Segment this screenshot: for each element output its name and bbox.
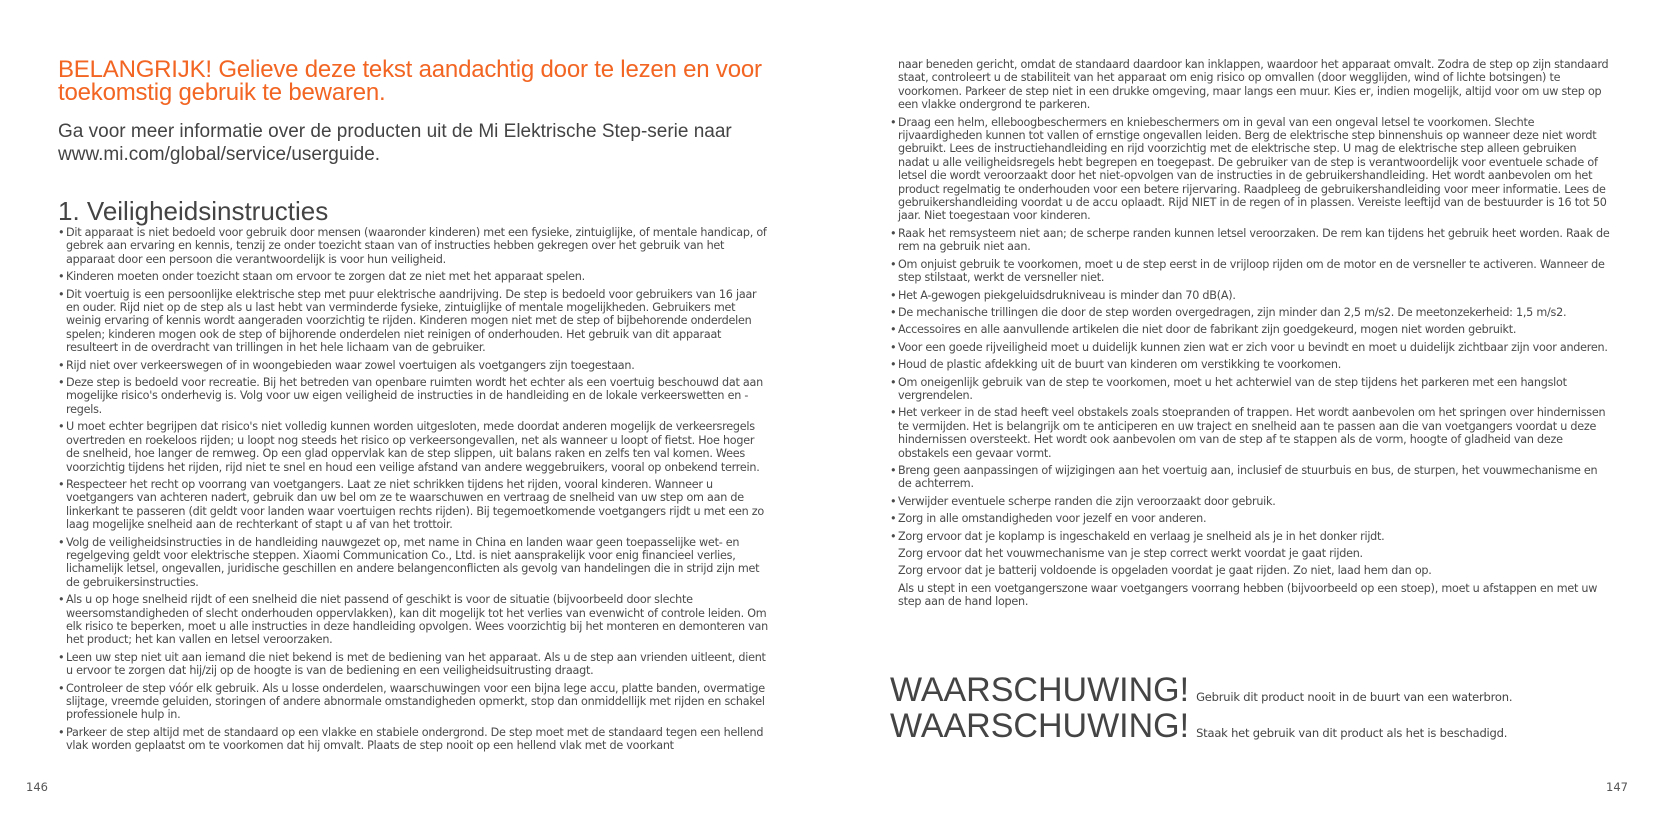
intro-text: Ga voor meer informatie over de producten uit de Mi Elektrische Step-serie naar www.mi.com/global/service/userguide. xyxy=(58,121,732,165)
list-item: • Draag een helm, elleboogbeschermers en kniebeschermers om in geval van een ongeval letsel te voorkomen. Slechte rijvaardigheden kunnen tot vallen of ernstige ongevallen leiden. Berg de elektrische step binnenshuis op wanneer deze niet wordt gebruikt. Lees de instructiehandleiding en rijd voorzichtig met de elektrische step. U mag de elektrische step alleen gebruiken nadat u alle veiligheidsregels hebt begrepen en toegepast. De gebruiker van de step is verantwoordelijk voor eventuele schade of letsel die wordt veroorzaakt door het niet-opvolgen van de instructies in de gebruikershandleiding. Het wordt aanbevolen om het product regelmatig te onderhouden voor een betere rijervaring. Raadpleeg de gebruikershandleiding voor meer informatie. Lees de gebruikershandleiding voordat u de accu oplaadt. Rijd NIET in de regen of in plassen. Vereiste leeftijd van de bestuurder is 16 tot 50 jaar. Niet toegestaan voor kinderen. xyxy=(890,115,1607,223)
list-item-extra: Als u stept in een voetgangerszone waar voetgangers voorrang hebben (bijvoorbeeld op een stoep), moet u afstappen en met uw step aan de hand lopen. xyxy=(898,581,1598,609)
list-item: • Breng geen aanpassingen of wijzigingen aan het voertuig aan, inclusief de stuurbuis en bus, de sturpen, het vouwmechanisme en de achterrem. xyxy=(890,463,1598,491)
section-heading: 1. Veiligheidsinstructies xyxy=(58,196,329,226)
list-item: • Accessoires en alle aanvullende artikelen die niet door de fabrikant zijn goedgekeurd, mogen niet worden gebruikt. xyxy=(890,323,1517,337)
list-item: • Controleer de step vóór elk gebruik. Als u losse onderdelen, waarschuwingen voor een bijna lege accu, platte banden, overmatige slijtage, vreemde geluiden, storingen of andere abnormale omstandigheden opmerkt, stop dan onmiddellijk met rijden en schakel professionele hulp in. xyxy=(58,681,765,722)
list-item: • Verwijder eventuele scherpe randen die zijn veroorzaakt door gebruik. xyxy=(890,494,1276,508)
list-item: • Raak het remsysteem niet aan; de scherpe randen kunnen letsel veroorzaken. De rem kan tijdens het gebruik heet worden. Raak de rem na gebruik niet aan. xyxy=(890,226,1610,254)
list-item: • Zorg in alle omstandigheden voor jezelf en voor anderen. xyxy=(890,512,1207,526)
page-number-right: 147 xyxy=(1606,780,1628,794)
list-item-continuation: naar beneden gericht, omdat de standaard daardoor kan inklappen, waardoor het apparaat omvalt. Zodra de step op zijn standaard staat, controleert u de stabiliteit van het apparaat om enig risico op omvallen (door wegglijden, wind of lichte botsingen) te voorkomen. Parkeer de step niet in een drukke omgeving, maar langs een muur. Kies er, indien mogelijk, altijd voor om uw step op een vlakke ondergrond te parkeren. xyxy=(898,58,1609,112)
list-item: • Parkeer de step altijd met de standaard op een vlakke en stabiele ondergrond. De step moet met de standaard tegen een hellend vlak worden geplaatst om te voorkomen dat hij omvalt. Plaats de step nooit op een hellend vlak met de voorkant xyxy=(58,725,764,753)
list-item: • Leen uw step niet uit aan iemand die niet bekend is met de bediening van het apparaat. Als u de step aan vrienden uitleent, dient u ervoor te zorgen dat hij/zij op de hoogte is van de bediening en een veiligheidsuitrusting draagt. xyxy=(58,650,766,678)
list-item: • Zorg ervoor dat je koplamp is ingeschakeld en verlaag je snelheid als je in het donker rijdt. xyxy=(890,529,1385,543)
page-title: BELANGRIJK! Gelieve deze tekst aandachtig door te lezen en voor toekomstig gebruik te bewaren. xyxy=(58,56,762,106)
list-item: • Het verkeer in de stad heeft veel obstakels zoals stoepranden of trappen. Het wordt aanbevolen om het springen over hindernissen te vermijden. Het is belangrijk om te anticiperen en uw traject en snelheid aan te passen aan die van voetgangers voordat u deze hindernissen oversteekt. Het wordt ook aanbevolen om van de step af te stappen als de vorm, hoogte of gladheid van deze obstakels een gevaar vormt. xyxy=(890,406,1606,460)
list-item: • De mechanische trillingen die door de step worden overgedragen, zijn minder dan 2,5 m/s2. De meetonzekerheid: 1,5 m/s2. xyxy=(890,305,1567,319)
warning-label: WAARSCHUWING! xyxy=(890,707,1190,745)
list-item: • Voor een goede rijveiligheid moet u duidelijk kunnen zien wat er zich voor u bevindt en moet u duidelijk zichtbaar zijn voor anderen. xyxy=(890,340,1608,354)
list-item: • Als u op hoge snelheid rijdt of een snelheid die niet passend of geschikt is voor de situatie (bijvoorbeeld door slechte weersomstandigheden of slecht onderhouden oppervlakken), kan dit mogelijk tot het verlies van evenwicht of controle leiden. Om elk risico te beperken, moet u alle instructies in deze handleiding opvolgen. Wees voorzichtig bij het monteren en demonteren van het product; het kan vallen en letsel veroorzaken. xyxy=(58,593,768,647)
warning-row xyxy=(890,672,1630,708)
list-item: • Om oneigenlijk gebruik van de step te voorkomen, moet u het achterwiel van de step tijdens het parkeren met een hangslot vergrendelen. xyxy=(890,375,1567,402)
list-item: • Kinderen moeten onder toezicht staan om ervoor te zorgen dat ze niet met het apparaat spelen. xyxy=(58,270,585,284)
list-item: • Dit voertuig is een persoonlijke elektrische step met puur elektrische aandrijving. De step is bedoeld voor gebruikers van 16 jaar en ouder. Rijd niet op de step als u last hebt van verminderde fysieke, zintuiglijke of mentale mogelijkheden. Gebruikers met weinig ervaring of kennis wordt aangeraden voorzichtig te rijden. Kinderen mogen niet met de step of bijbehorende onderdelen spelen; kinderen mogen ook de step of bijhorende onderdelen niet reinigen of onderhouden. Het gebruik van dit apparaat resulteert in de overdracht van trillingen in het hele lichaam van de gebruiker. xyxy=(58,287,757,355)
list-item: • Om onjuist gebruik te voorkomen, moet u de step eerst in de vrijloop rijden om de motor en de versneller te activeren. Wanneer de step stilstaat, werkt de versneller niet. xyxy=(890,257,1605,285)
warning-row xyxy=(890,708,1630,744)
list-item: • Het A-gewogen piekgeluidsdrukniveau is minder dan 70 dB(A). xyxy=(890,288,1236,302)
warning-label: WAARSCHUWING! xyxy=(890,671,1190,709)
warning-block xyxy=(890,672,1630,744)
list-item: • Volg de veiligheidsinstructies in de handleiding nauwgezet op, met name in China en landen waar geen toepasselijke wet- en regelgeving geldt voor elektrische steppen. Xiaomi Communication Co., Ltd. is niet aansprakelijk voor enig financieel verlies, lichamelijk letsel, ongevallen, juridische geschillen en andere belangenconflicten als gevolg van handelingen die in strijd zijn met de gebruikersinstructies. xyxy=(58,535,760,589)
list-item-extra: Zorg ervoor dat je batterij voldoende is opgeladen voordat je gaat rijden. Zo niet, laad hem dan op. xyxy=(898,564,1432,578)
left-bullet-list xyxy=(58,226,770,757)
list-item: • Houd de plastic afdekking uit de buurt van kinderen om verstikking te voorkomen. xyxy=(890,358,1342,372)
list-item: • Dit apparaat is niet bedoeld voor gebruik door mensen (waaronder kinderen) met een fysieke, zintuiglijke, of mentale handicap, of gebrek aan ervaring en kennis, tenzij ze onder toezicht staan van of instructies hebben gekregen over het gebruik van het apparaat door een persoon die verantwoordelijk is voor hun veiligheid. xyxy=(58,226,767,266)
list-item-extra: Zorg ervoor dat het vouwmechanisme van je step correct werkt voordat je gaat rijden. xyxy=(898,547,1363,560)
right-bullet-list xyxy=(890,58,1610,613)
warning-text: Staak het gebruik van dit product als het is beschadigd. xyxy=(1196,726,1508,740)
list-item: • Rijd niet over verkeerswegen of in woongebieden waar zowel voertuigen als voetgangers zijn toegestaan. xyxy=(58,358,635,372)
page-number-left: 146 xyxy=(26,780,48,794)
list-item: • Respecteer het recht op voorrang van voetgangers. Laat ze niet schrikken tijdens het rijden, vooral kinderen. Wanneer u voetgangers van achteren nadert, gebruik dan uw bel om ze te waarschuwen en vertraag de snelheid van uw step om aan de linkerkant te passeren (dit geldt voor landen waar voertuigen rechts rijden). Bij tegemoetkomende voetgangers rijdt u met een zo laag mogelijke snelheid aan de rechterkant of stapt u af van het trottoir. xyxy=(58,477,765,532)
list-item: • U moet echter begrijpen dat risico's niet volledig kunnen worden uitgesloten, mede doordat anderen mogelijk de verkeersregels overtreden en roekeloos rijden; u loopt nog steeds het risico op verkeersongevallen, net als wanneer u loopt of fietst. Hoe hoger de snelheid, hoe langer de remweg. Op een glad oppervlak kan de step slippen, uit balans raken en zelfs ten val komen. Wees voorzichtig tijdens het rijden, rijd niet te snel en houd een veilige afstand van andere weggebruikers, vooral op onbekend terrein. xyxy=(58,420,760,474)
list-item: • Deze step is bedoeld voor recreatie. Bij het betreden van openbare ruimten wordt het echter als een voertuig beschouwd dat aan mogelijke risico's onderhevig is. Volg voor uw eigen veiligheid de instructies in de handleiding en de lokale verkeerswetten en -regels. xyxy=(58,376,763,416)
warning-text: Gebruik dit product nooit in de buurt van een waterbron. xyxy=(1196,690,1513,704)
